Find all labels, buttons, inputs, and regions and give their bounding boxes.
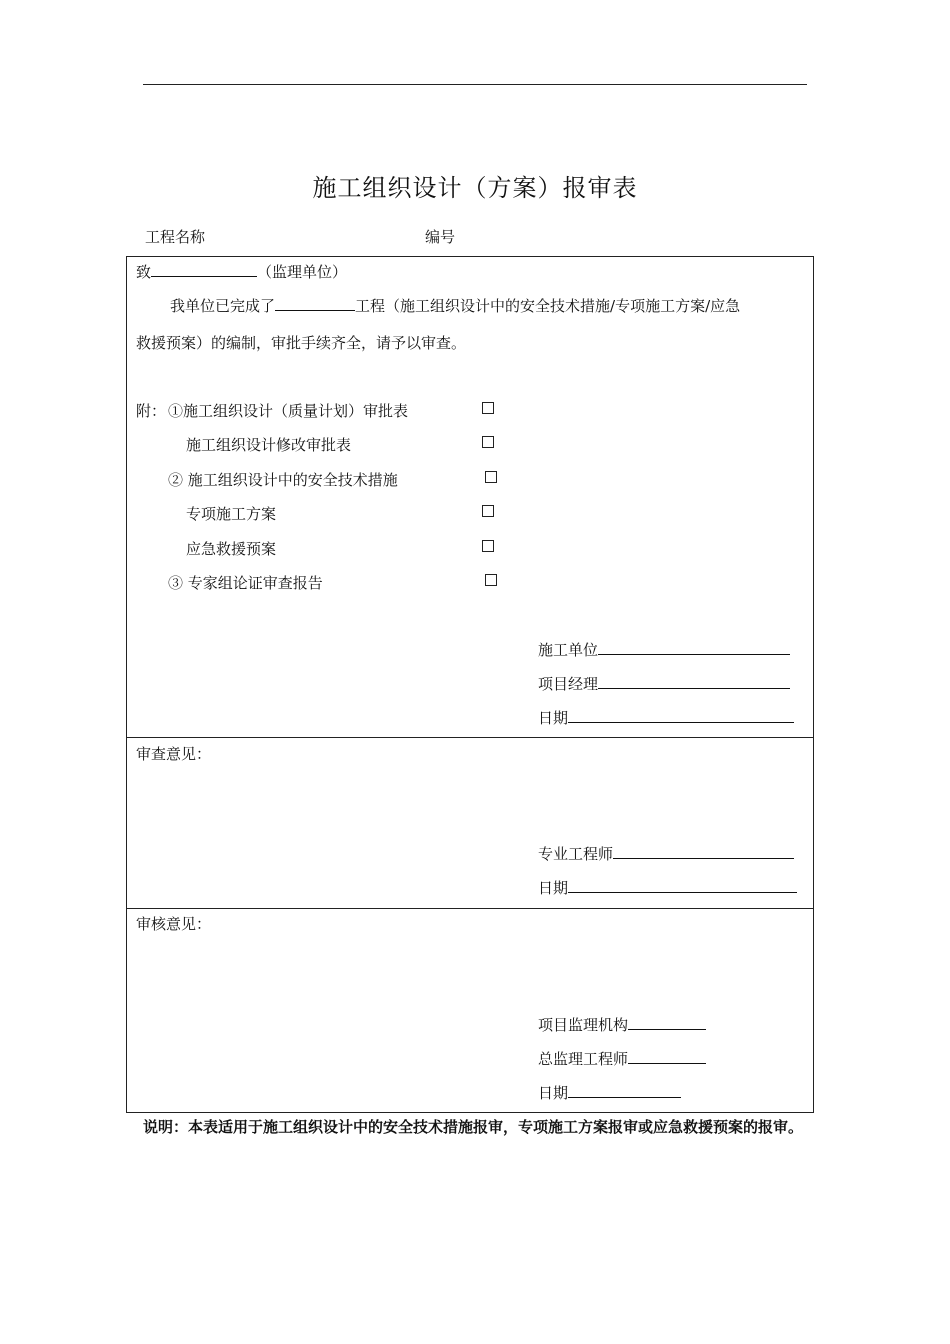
body-part-1: 我单位已完成了	[170, 297, 276, 315]
attachment-label: ③ 专家组论证审查报告	[168, 574, 323, 592]
section-divider-1	[126, 737, 814, 738]
body-part-2: 工程（施工组织设计中的安全技术措施/专项施工方案/应急	[355, 297, 741, 315]
construction-unit-label: 施工单位	[538, 641, 599, 659]
attach-prefix: 附：	[136, 402, 167, 420]
form-title: 施工组织设计（方案）报审表	[312, 174, 638, 202]
date-label: 日期	[538, 709, 569, 727]
body-line-1	[170, 295, 740, 316]
agency-field[interactable]	[628, 1015, 706, 1030]
project-manager-label: 项目经理	[538, 675, 599, 693]
date-field[interactable]	[568, 708, 794, 723]
section2-date-line	[538, 877, 797, 898]
attachment-label: 施工组织设计修改审批表	[186, 436, 352, 454]
section1-date-line	[538, 707, 794, 728]
date-label: 日期	[538, 879, 569, 897]
construction-unit-line	[538, 639, 790, 660]
attachment-checkbox[interactable]	[482, 540, 494, 552]
chief-engineer-label: 总监理工程师	[538, 1050, 629, 1068]
engineer-field[interactable]	[613, 844, 794, 859]
engineer-label: 专业工程师	[538, 845, 614, 863]
attachment-checkbox[interactable]	[485, 471, 497, 483]
attachment-label: 专项施工方案	[186, 505, 277, 523]
agency-line	[538, 1014, 706, 1035]
project-field[interactable]	[275, 296, 355, 311]
date-field[interactable]	[568, 878, 797, 893]
attachment-label: ② 施工组织设计中的安全技术措施	[168, 471, 398, 489]
header-rule	[143, 84, 807, 85]
review-opinion-heading: 审查意见：	[136, 745, 212, 763]
date-label: 日期	[538, 1084, 569, 1102]
attachment-label: ①施工组织设计（质量计划）审批表	[168, 402, 409, 420]
section3-date-line	[538, 1082, 681, 1103]
supervisor-unit-field[interactable]	[151, 262, 257, 277]
project-manager-field[interactable]	[598, 674, 790, 689]
construction-unit-field[interactable]	[598, 640, 790, 655]
to-suffix: （监理单位）	[257, 263, 348, 281]
attachment-checkbox[interactable]	[482, 402, 494, 414]
chief-engineer-line	[538, 1048, 706, 1069]
audit-opinion-heading: 审核意见：	[136, 915, 212, 933]
addressee-line	[136, 261, 347, 282]
number-label: 编号	[425, 228, 456, 246]
project-manager-line	[538, 673, 790, 694]
attachment-checkbox[interactable]	[485, 574, 497, 586]
agency-label: 项目监理机构	[538, 1016, 629, 1034]
project-name-label: 工程名称	[145, 228, 206, 246]
to-prefix: 致	[136, 263, 152, 281]
attachment-checkbox[interactable]	[482, 505, 494, 517]
engineer-line	[538, 843, 794, 864]
section-divider-2	[126, 908, 814, 909]
date-field[interactable]	[568, 1083, 681, 1098]
chief-engineer-field[interactable]	[628, 1049, 706, 1064]
footnote: 说明：本表适用于施工组织设计中的安全技术措施报审，专项施工方案报审或应急救援预案的报审。	[143, 1118, 804, 1136]
body-line-2: 救援预案）的编制，审批手续齐全，请予以审查。	[136, 334, 467, 352]
attachment-label: 应急救援预案	[186, 540, 277, 558]
attachment-checkbox[interactable]	[482, 436, 494, 448]
